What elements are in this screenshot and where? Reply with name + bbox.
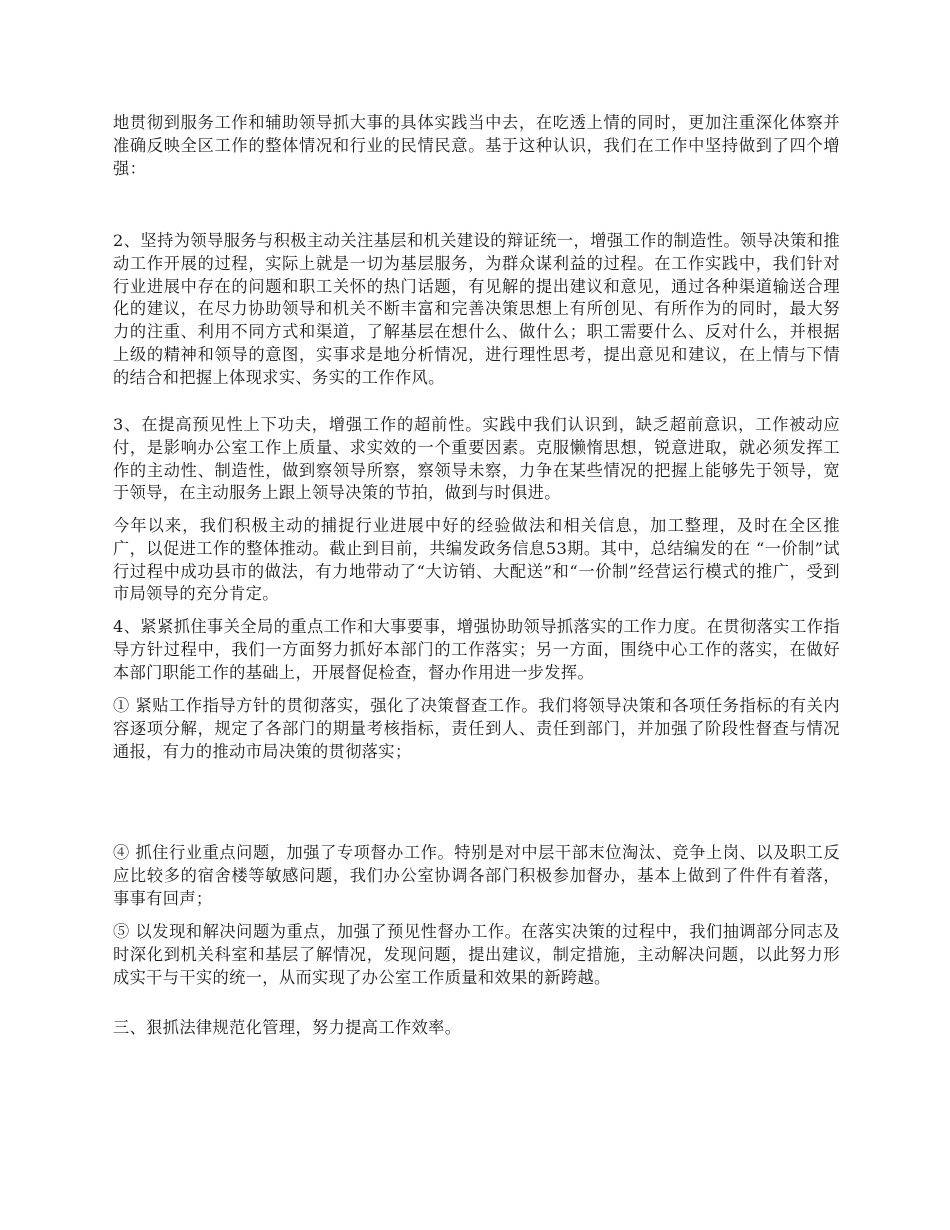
paragraph-item-4: ④ 抓住行业重点问题，加强了专项督办工作。特别是对中层干部末位淘汰、竞争上岗、以及职工反应比较多的宿舍楼等敏感问题，我们办公室协调各部门积极参加督办，基本上做到了件件有着落，事事有回声； [113, 843, 840, 908]
paragraph-intro: 地贯彻到服务工作和辅助领导抓大事的具体实践当中去，在吃透上情的同时，更加注重深化体察并准确反映全区工作的整体情况和行业的民情民意。基于这种认识，我们在工作中坚持做到了四个增强： [113, 113, 840, 178]
section-heading-3: 三、狠抓法律规范化管理，努力提高工作效率。 [113, 1018, 462, 1037]
paragraph-info-summary: 今年以来，我们积极主动的捕捉行业进展中好的经验做法和相关信息，加工整理，及时在全区推广，以促进工作的整体推动。截止到目前，共编发政务信息53期。其中，总结编发的在 “一价制”试行过程中成功县市的做法，有力地带动了“大访销、大配送”和“一价制”经营运行模式的推广，受到市局领导的充分肯定。 [113, 516, 840, 604]
paragraph-item-1: ① 紧贴工作指导方针的贯彻落实，强化了决策督查工作。我们将领导决策和各项任务指标的有关内容逐项分解，规定了各部门的期量考核指标，责任到人、责任到部门，并加强了阶段性督查与情况通报，有力的推动市局决策的贯彻落实； [113, 696, 840, 761]
paragraph-item-5: ⑤ 以发现和解决问题为重点，加强了预见性督办工作。在落实决策的过程中，我们抽调部分同志及时深化到机关科室和基层了解情况，发现问题，提出建议，制定措施，主动解决问题，以此努力形成实干与干实的统一，从而实现了办公室工作质量和效果的新跨越。 [113, 922, 840, 987]
paragraph-point-2: 2、坚持为领导服务与积极主动关注基层和机关建设的辩证统一，增强工作的制造性。领导决策和推动工作开展的过程，实际上就是一切为基层服务，为群众谋利益的过程。在工作实践中，我们针对行业进展中存在的问题和职工关怀的热门话题，有见解的提出建议和意见，通过各种渠道输送合理化的建议，在尽力协助领导和机关不断丰富和完善决策思想上有所创见、有所作为的同时，最大努力的注重、利用不同方式和渠道，了解基层在想什么、做什么；职工需要什么、反对什么，并根据上级的精神和领导的意图，实事求是地分析情况，进行理性思考，提出意见和建议，在上情与下情的结合和把握上体现求实、务实的工作作风。 [113, 231, 840, 387]
paragraph-point-4: 4、紧紧抓住事关全局的重点工作和大事要事，增强协助领导抓落实的工作力度。在贯彻落实工作指导方针过程中，我们一方面努力抓好本部门的工作落实；另一方面，围绕中心工作的落实，在做好本部门职能工作的基础上，开展督促检查，督办作用进一步发挥。 [113, 617, 840, 682]
paragraph-point-3: 3、在提高预见性上下功夫，增强工作的超前性。实践中我们认识到，缺乏超前意识，工作被动应付，是影响办公室工作上质量、求实效的一个重要因素。克服懒惰思想，锐意进取，就必须发挥工作的主动性、制造性，做到察领导所察，察领导未察，力争在某些情况的把握上能够先于领导，宽于领导，在主动服务上跟上领导决策的节拍，做到与时俱进。 [113, 415, 840, 503]
